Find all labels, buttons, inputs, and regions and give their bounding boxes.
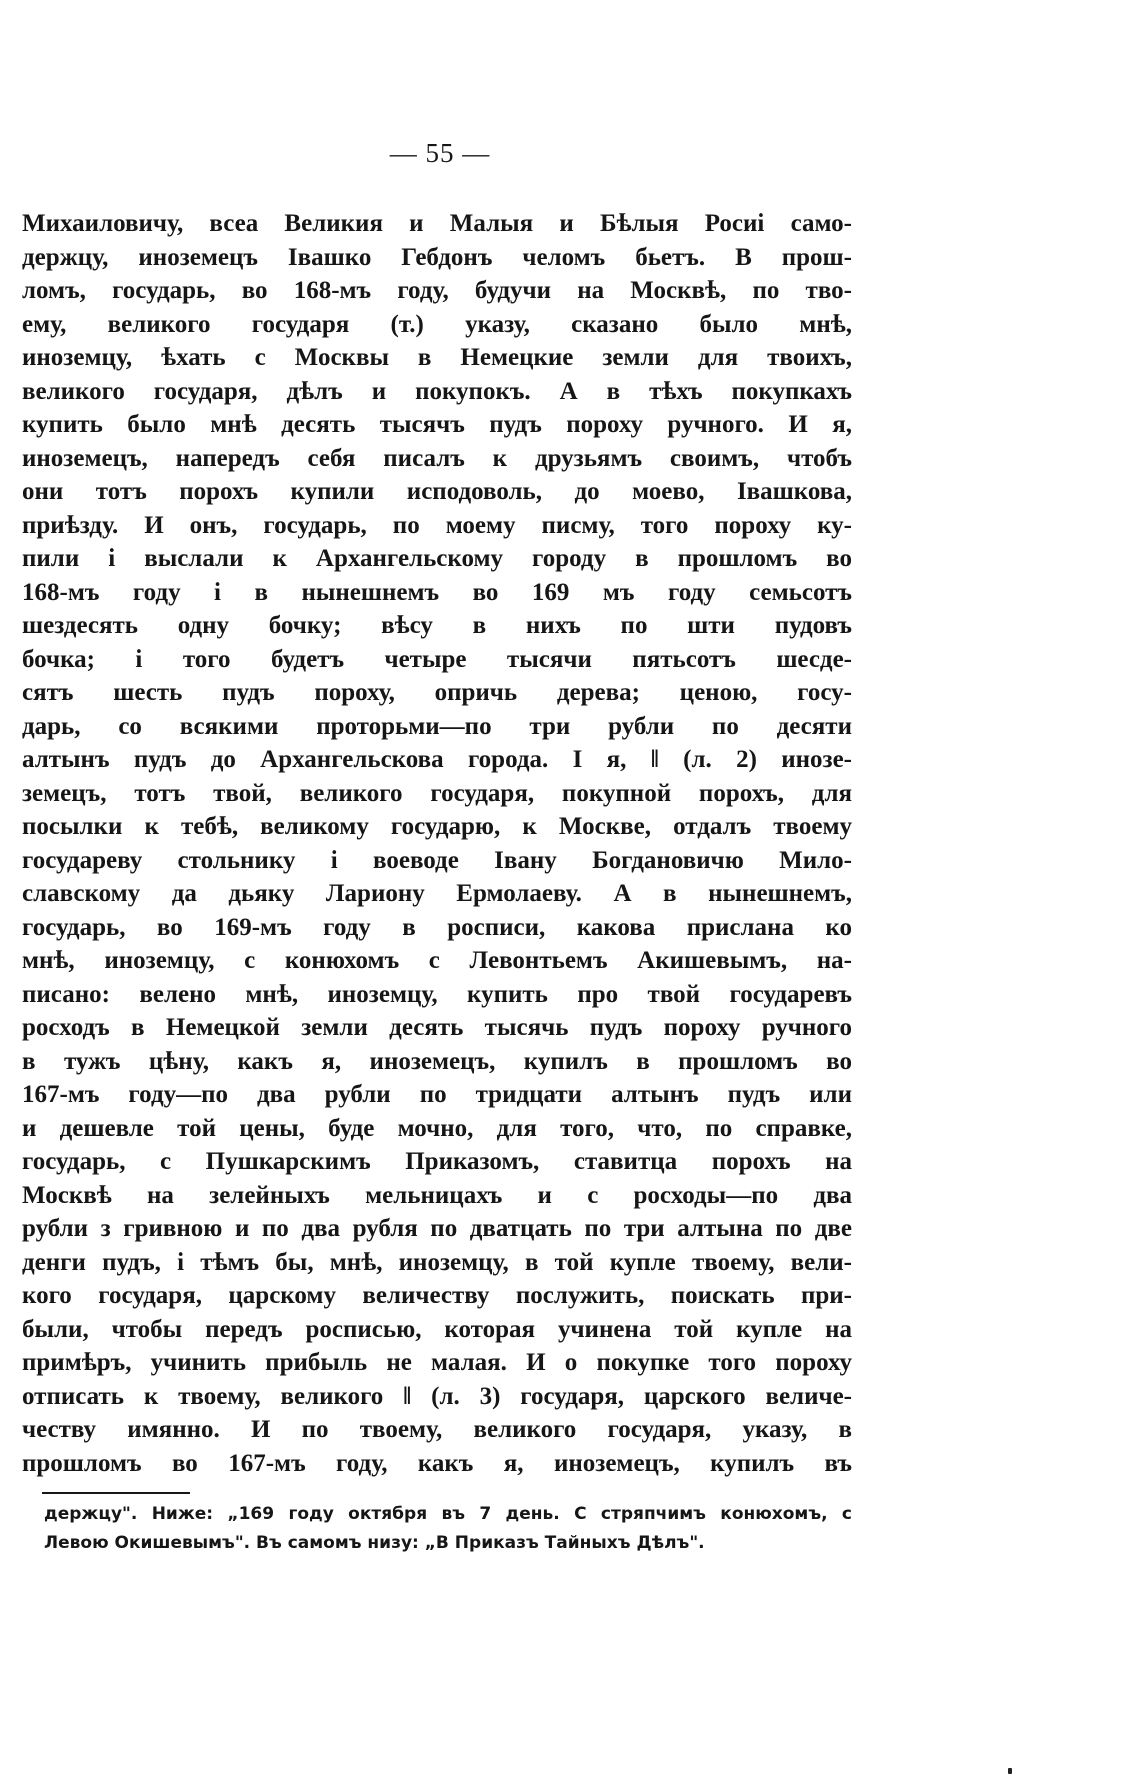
text-line: прошломъ во 167-мъ году, какъ я, иноземецъ, купилъ въ (22, 1449, 852, 1477)
text-line: ломъ, государь, во 168-мъ году, будучи на Москвѣ, по тво- (22, 277, 852, 304)
text-line: писано: велено мнѣ, иноземцу, купить про твой государевъ (22, 980, 852, 1008)
text-line: посылки к тебѣ, великому государю, к Москве, отдалъ твоему (22, 813, 852, 840)
text-line: они тотъ порохъ купили исподоволь, до моево, Івашкова, (22, 478, 852, 505)
text-line: были, чтобы передъ росписью, которая учинена той купле на (22, 1315, 852, 1343)
text-line: купить было мнѣ десять тысячъ пудъ пороху ручного. И я, (22, 411, 852, 438)
text-line: алтынъ пудъ до Архангельскова города. І я, ‖ (л. 2) инозе- (22, 746, 852, 773)
text-line: честву имянно. И по твоему, великого государя, указу, в (22, 1416, 852, 1443)
text-line: государь, во 169-мъ году в росписи, какова прислана ко (22, 913, 852, 941)
text-line: государь, с Пушкарскимъ Приказомъ, ставитца порохъ на (22, 1148, 852, 1175)
text-line: и дешевле той цены, буде мочно, для того, что, по справке, (22, 1114, 852, 1142)
text-line: иноземцу, ѣхать с Москвы в Немецкие земли для твоихъ, (22, 344, 852, 371)
text-line: мнѣ, иноземцу, с конюхомъ с Левонтьемъ Акишевымъ, на- (22, 947, 852, 974)
footnote-line: держцу". Ниже: „169 году октября въ 7 день. С стряпчимъ конюхомъ, с (44, 1504, 852, 1524)
text-line: в тужъ цѣну, какъ я, иноземецъ, купилъ в прошломъ во (22, 1047, 852, 1075)
text-line: иноземецъ, напередъ себя писалъ к друзьямъ своимъ, чтобъ (22, 444, 852, 472)
page-number: — 55 — (389, 138, 491, 168)
text-line: Михаиловичу, всеа Великия и Малыя и Бѣлыя Росиі само- (22, 210, 852, 237)
text-line: бочка; і того будетъ четыре тысячи пятьсотъ шесде- (22, 645, 852, 673)
text-line: 168-мъ году і в нынешнемъ во 169 мъ году семьсотъ (22, 578, 852, 606)
text-line: пили і выслали к Архангельскому городу в прошломъ во (22, 545, 852, 572)
main-text (22, 207, 852, 1480)
text-line: денги пудъ, і тѣмъ бы, мнѣ, иноземцу, в той купле твоему, вели- (22, 1248, 852, 1276)
text-line: земецъ, тотъ твой, великого государя, покупной порохъ, для (22, 779, 852, 807)
text-line: росходъ в Немецкой земли десять тысячь пудъ пороху ручного (22, 1014, 852, 1041)
text-line: государеву стольнику і воеводе Івану Богдановичю Мило- (22, 846, 852, 874)
text-line: примѣръ, учинить прибыль не малая. И о покупке того пороху (22, 1349, 852, 1376)
footnote-line: Левою Окишевымъ". Въ самомъ низу: „В Приказъ Тайныхъ Дѣлъ". (44, 1533, 705, 1553)
text-line: 167-мъ году—по два рубли по тридцати алтынъ пудъ или (22, 1081, 852, 1108)
text-line: дарь, со всякими проторьми—по три рубли по десяти (22, 712, 852, 740)
text-line: отписать к твоему, великого ‖ (л. 3) государя, царского величе- (22, 1382, 852, 1410)
text-line: рубли з гривною и по два рубля по дватцать по три алтына по две (22, 1215, 852, 1242)
text-line: приѣзду. И онъ, государь, по моему писму, того пороху ку- (22, 511, 852, 539)
text-line: держцу, иноземецъ Івашко Гебдонъ челомъ бьетъ. В прош- (22, 243, 852, 271)
text-line: Москвѣ на зелейныхъ мельницахъ и с росходы—по два (22, 1181, 852, 1209)
text-line: сятъ шесть пудъ пороху, опричь дерева; ценою, госу- (22, 679, 852, 706)
text-line: славскому да дьяку Лариону Ермолаеву. А в нынешнемъ, (22, 880, 852, 907)
text-line: кого государя, царскому величеству послужить, поискать при- (22, 1282, 852, 1309)
text-line: ему, великого государя (т.) указу, сказано было мнѣ, (22, 310, 852, 338)
print-speck (1008, 1768, 1012, 1774)
text-line: шездесять одну бочку; вѣсу в нихъ по шти пудовъ (22, 612, 852, 639)
footnote (44, 1500, 852, 1558)
footnote-divider (42, 1492, 190, 1494)
text-line: великого государя, дѣлъ и покупокъ. А в тѣхъ покупкахъ (22, 377, 852, 405)
